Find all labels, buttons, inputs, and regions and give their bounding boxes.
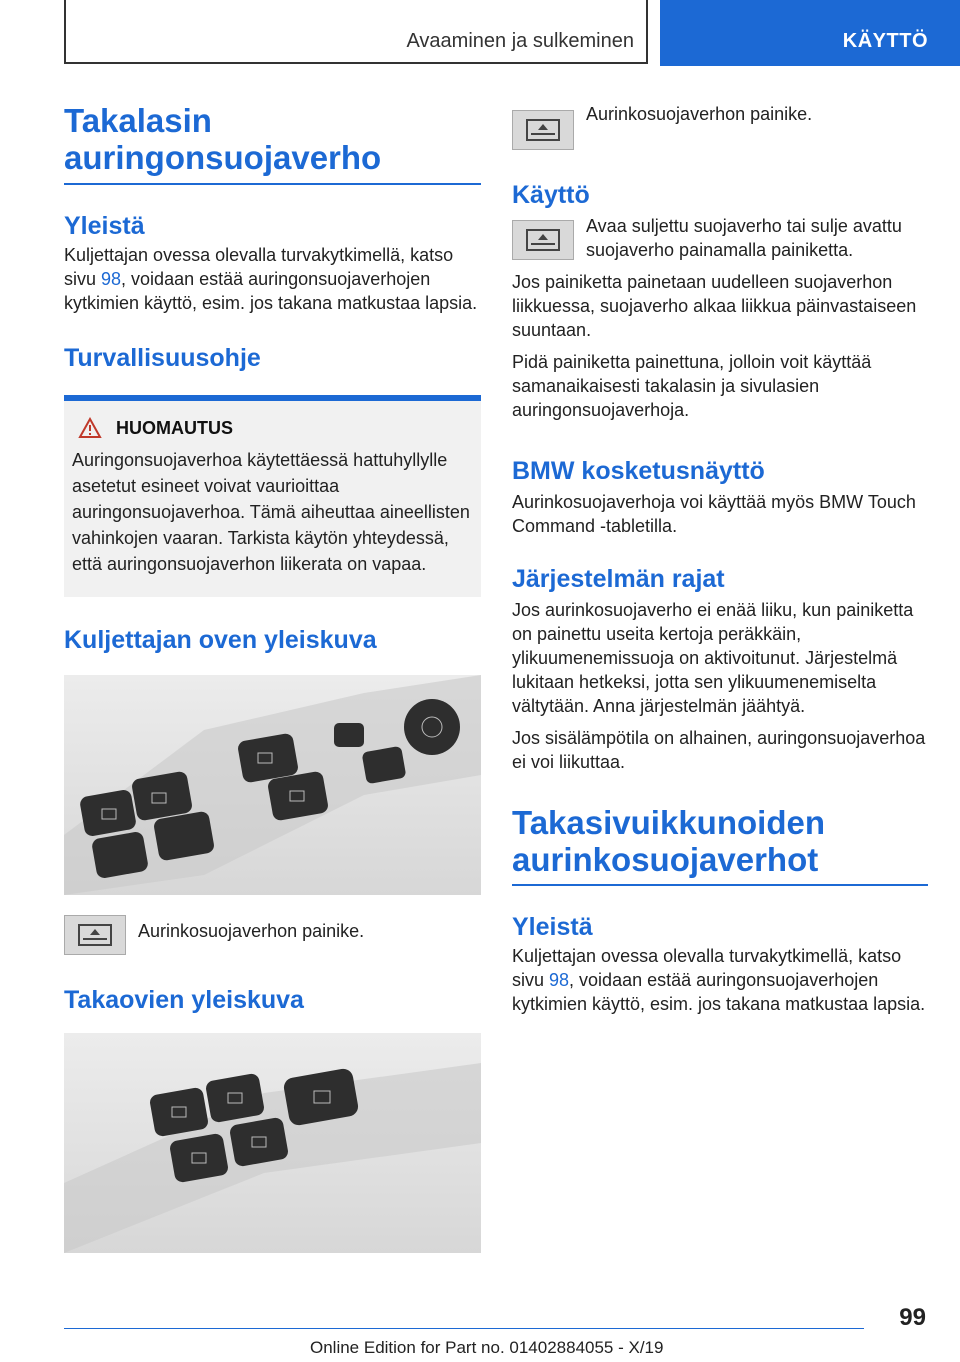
- driver-door-photo: [64, 675, 481, 895]
- general-heading: Yleistä: [64, 212, 145, 240]
- left-column: [64, 102, 481, 1253]
- rear-button-caption: Aurinkosuojaverhon painike.: [586, 104, 813, 124]
- page-link-98[interactable]: 98: [101, 269, 122, 289]
- warning-triangle-icon: [78, 417, 102, 439]
- driver-door-heading: Kuljettajan oven yleiskuva: [64, 626, 377, 654]
- rear-door-photo: [64, 1033, 481, 1253]
- warning-text: Auringonsuojaverhoa käytettäessä hattuhyllylle asetetut esineet voivat vaurioittaa auringonsuojaverhoa. Tämä aiheuttaa aineellisten vahinkojen vaaran. Tarkista käytön yhteydessä, että auringonsuojaverhon liikerata on vapaa.: [72, 450, 470, 574]
- touch-paragraph: Aurinkosuojaverhoja voi käyttää myös BMW Touch Command -tabletilla.: [512, 492, 916, 536]
- general-text-cont: , voidaan estää auringonsuojaverhojen kytkimien käyttö, esim. jos takana matkustaa lapsia.: [64, 269, 478, 313]
- page-title: Takalasin auringonsuojaverho: [64, 102, 382, 176]
- sunblind-button-icon: [64, 915, 126, 955]
- side-general-paragraph: [512, 944, 928, 1016]
- rear-doors-heading: Takaovien yleiskuva: [64, 986, 304, 1014]
- title-rule: [64, 183, 481, 185]
- header-chapter-title: KÄYTTÖ: [842, 30, 928, 52]
- driver-door-switches-image: [64, 675, 481, 895]
- header-chapter-tab: [660, 0, 960, 66]
- sunblind-button-icon: [512, 110, 574, 150]
- driver-button-caption-row: [64, 915, 481, 955]
- limits-heading: Järjestelmän rajat: [512, 565, 725, 593]
- touch-heading: BMW kosketusnäyttö: [512, 457, 765, 485]
- warning-box: [64, 395, 481, 597]
- driver-button-caption: Aurinkosuojaverhon painike.: [138, 921, 365, 941]
- warning-title: HUOMAUTUS: [116, 417, 233, 438]
- side-general-heading: Yleistä: [512, 913, 593, 941]
- footer-edition: Online Edition for Part no. 01402884055 - X/19: [310, 1338, 664, 1357]
- safety-heading: Turvallisuusohje: [64, 344, 261, 372]
- usage-button-text: Avaa suljettu suojaverho tai sulje avattu suojaverho painamalla painiketta.: [586, 216, 902, 260]
- side-section-title: Takasivuikkunoiden aurinkosuojaverhot: [512, 804, 825, 878]
- side-general-text-cont: , voidaan estää auringonsuojaverhojen kytkimien käyttö, esim. jos takana matkustaa lapsia.: [512, 970, 926, 1014]
- header-section-box: [64, 0, 648, 64]
- header-section-title: Avaaminen ja sulkeminen: [406, 30, 634, 52]
- side-general-text: Kuljettajan ovessa olevalla turvakytkimellä, katso sivu: [512, 946, 902, 990]
- side-title-rule: [512, 884, 928, 886]
- rear-door-switches-image: [64, 1033, 481, 1253]
- usage-button-row: [512, 214, 928, 262]
- footer-rule: [64, 1328, 864, 1329]
- general-text: Kuljettajan ovessa olevalla turvakytkimellä, katso sivu: [64, 245, 454, 289]
- rear-button-caption-row: [512, 102, 928, 150]
- page-link-98[interactable]: 98: [549, 970, 570, 990]
- general-paragraph: [64, 243, 481, 315]
- page-number: 99: [899, 1304, 926, 1331]
- usage-paragraph-2: Pidä painiketta painettuna, jolloin voit käyttää samanaikaisesti takalasin ja sivulasien auringonsuojaverhoja.: [512, 352, 872, 420]
- usage-heading: Käyttö: [512, 181, 590, 209]
- limits-paragraph-2: Jos sisälämpötila on alhainen, auringonsuojaverhoa ei voi liikuttaa.: [512, 728, 926, 772]
- warning-header: [78, 417, 473, 439]
- sunblind-button-icon: [512, 220, 574, 260]
- limits-paragraph-1: Jos aurinkosuojaverho ei enää liiku, kun painiketta on painettu useita kertoja peräkkäin, ylikuumenemissuoja on aktivoitunut. Järjestelmä lukitaan hetkeksi, jotta sen ylikuumenemiselta vältytään. Anna järjestelmän jäähtyä.: [512, 600, 914, 716]
- right-column: [512, 102, 928, 1016]
- usage-paragraph-1: Jos painiketta painetaan uudelleen suojaverhon liikkuessa, suojaverho alkaa liikkua päinvastaiseen suuntaan.: [512, 272, 917, 340]
